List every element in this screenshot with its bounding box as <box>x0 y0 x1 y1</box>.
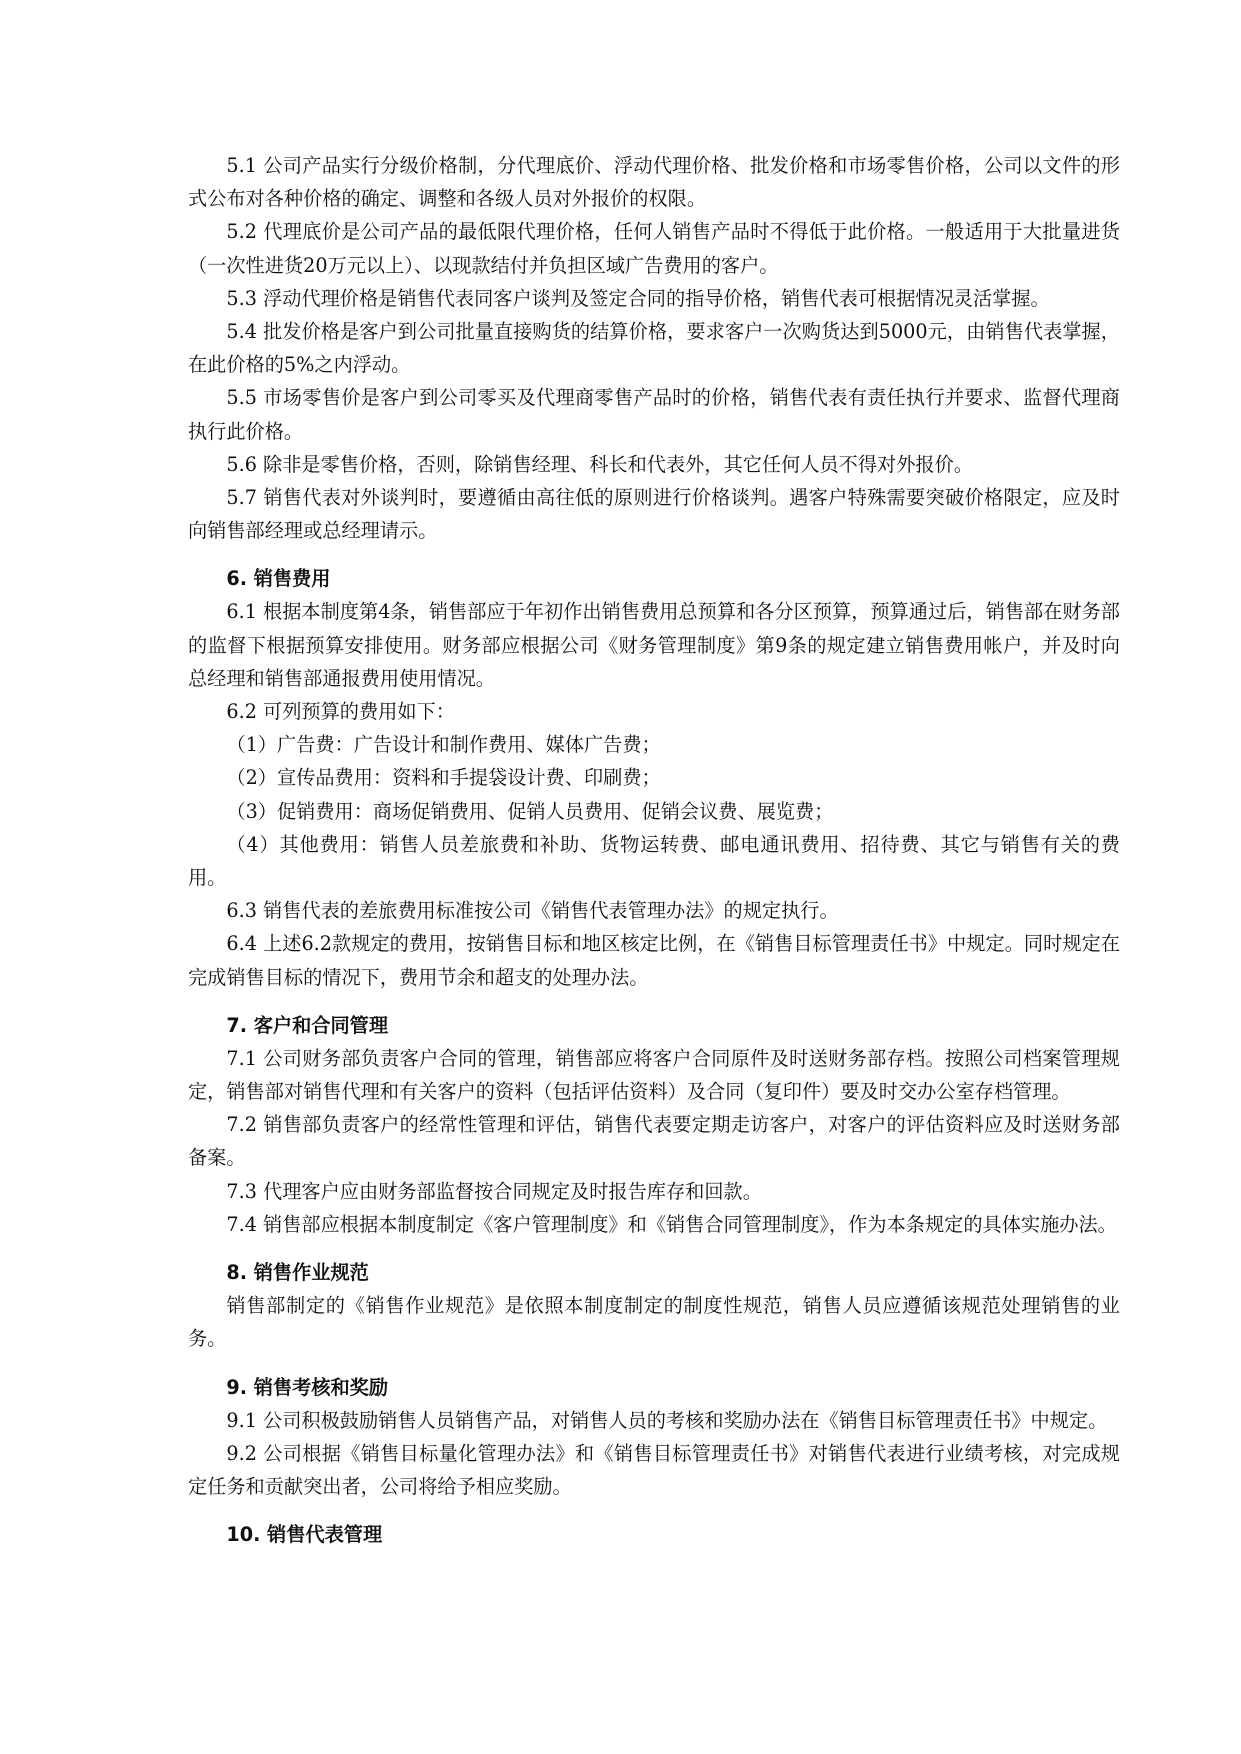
clause-5-6: 5.6 除非是零售价格，否则，除销售经理、科长和代表外，其它任何人员不得对外报价。 <box>226 452 973 476</box>
clause-5-2: 5.2 代理底价是公司产品的最低限代理价格，任何人销售产品时不得低于此价格。一般适用于大批量进货（一次性进货20万元以上）、以现款结付并负担区域广告费用的客户。 <box>188 220 1120 277</box>
clause-6-1: 6.1 根据本制度第4条，销售部应于年初作出销售费用总预算和各分区预算，预算通过后，销售部在财务部的监督下根据预算安排使用。财务部应根据公司《财务管理制度》第9条的规定建立销售费用帐户，并及时向总经理和销售部通报费用使用情况。 <box>188 600 1120 690</box>
clause-5-4: 5.4 批发价格是客户到公司批量直接购货的结算价格，要求客户一次购货达到5000元，由销售代表掌握，在此价格的5%之内浮动。 <box>188 320 1120 377</box>
list-item-promotion: （3）促销费用：商场促销费用、促销人员费用、促销会议费、展览费； <box>226 799 834 823</box>
section-10-heading: 10. 销售代表管理 <box>226 1523 383 1547</box>
section-5-pricing <box>188 149 1120 547</box>
clause-6-3: 6.3 销售代表的差旅费用标准按公司《销售代表管理办法》的规定执行。 <box>226 899 839 923</box>
clause-5-3: 5.3 浮动代理价格是销售代表同客户谈判及签定合同的指导价格，销售代表可根据情况灵活掌握。 <box>226 286 1050 310</box>
clause-8-body: 销售部制定的《销售作业规范》是依照本制度制定的制度性规范，销售人员应遵循该规范处理销售的业务。 <box>188 1294 1120 1351</box>
section-6-sales-expenses <box>188 563 1120 993</box>
clause-7-4: 7.4 销售部应根据本制度制定《客户管理制度》和《销售合同管理制度》，作为本条规定的具体实施办法。 <box>226 1212 1117 1236</box>
section-9-heading: 9. 销售考核和奖励 <box>226 1375 389 1399</box>
list-item-promo-materials: （2）宣传品费用：资料和手提袋设计费、印刷费； <box>226 766 661 790</box>
section-9-assessment-rewards <box>188 1372 1120 1504</box>
document-body <box>188 149 1120 1551</box>
clause-7-1: 7.1 公司财务部负责客户合同的管理，销售部应将客户合同原件及时送财务部存档。按照公司档案管理规定，销售部对销售代理和有关客户的资料（包括评估资料）及合同（复印件）要及时交办公室存档管理。 <box>188 1046 1120 1104</box>
section-8-heading: 8. 销售作业规范 <box>226 1261 369 1285</box>
section-10-sales-rep-management <box>188 1519 1120 1551</box>
clause-5-1: 5.1 公司产品实行分级价格制，分代理底价、浮动代理价格、批发价格和市场零售价格，公司以文件的形式公布对各种价格的确定、调整和各级人员对外报价的权限。 <box>188 154 1120 211</box>
clause-6-2: 6.2 可列预算的费用如下： <box>226 700 455 724</box>
list-item-other-expenses: （4）其他费用：销售人员差旅费和补助、货物运转费、邮电通讯费用、招待费、其它与销售有关的费用。 <box>188 832 1120 890</box>
clause-9-1: 9.1 公司积极鼓励销售人员销售产品，对销售人员的考核和奖励办法在《销售目标管理责任书》中规定。 <box>226 1408 1108 1432</box>
section-8-sales-practice <box>188 1257 1120 1355</box>
section-7-customer-contracts <box>188 1010 1120 1241</box>
clause-9-2: 9.2 公司根据《销售目标量化管理办法》和《销售目标管理责任书》对销售代表进行业绩考核，对完成规定任务和贡献突出者，公司将给予相应奖励。 <box>188 1441 1120 1498</box>
section-6-heading: 6. 销售费用 <box>226 567 331 591</box>
section-7-heading: 7. 客户和合同管理 <box>226 1013 389 1037</box>
clause-6-4: 6.4 上述6.2款规定的费用，按销售目标和地区核定比例，在《销售目标管理责任书》中规定。同时规定在完成销售目标的情况下，费用节余和超支的处理办法。 <box>188 932 1120 989</box>
clause-5-7: 5.7 销售代表对外谈判时，要遵循由高往低的原则进行价格谈判。遇客户特殊需要突破价格限定，应及时向销售部经理或总经理请示。 <box>188 486 1120 543</box>
clause-5-5: 5.5 市场零售价是客户到公司零买及代理商零售产品时的价格，销售代表有责任执行并要求、监督代理商执行此价格。 <box>188 386 1120 443</box>
clause-7-2: 7.2 销售部负责客户的经常性管理和评估，销售代表要定期走访客户，对客户的评估资料应及时送财务部备案。 <box>188 1113 1120 1170</box>
list-item-advertising: （1）广告费：广告设计和制作费用、媒体广告费； <box>226 733 661 757</box>
clause-7-3: 7.3 代理客户应由财务部监督按合同规定及时报告库存和回款。 <box>226 1179 762 1203</box>
